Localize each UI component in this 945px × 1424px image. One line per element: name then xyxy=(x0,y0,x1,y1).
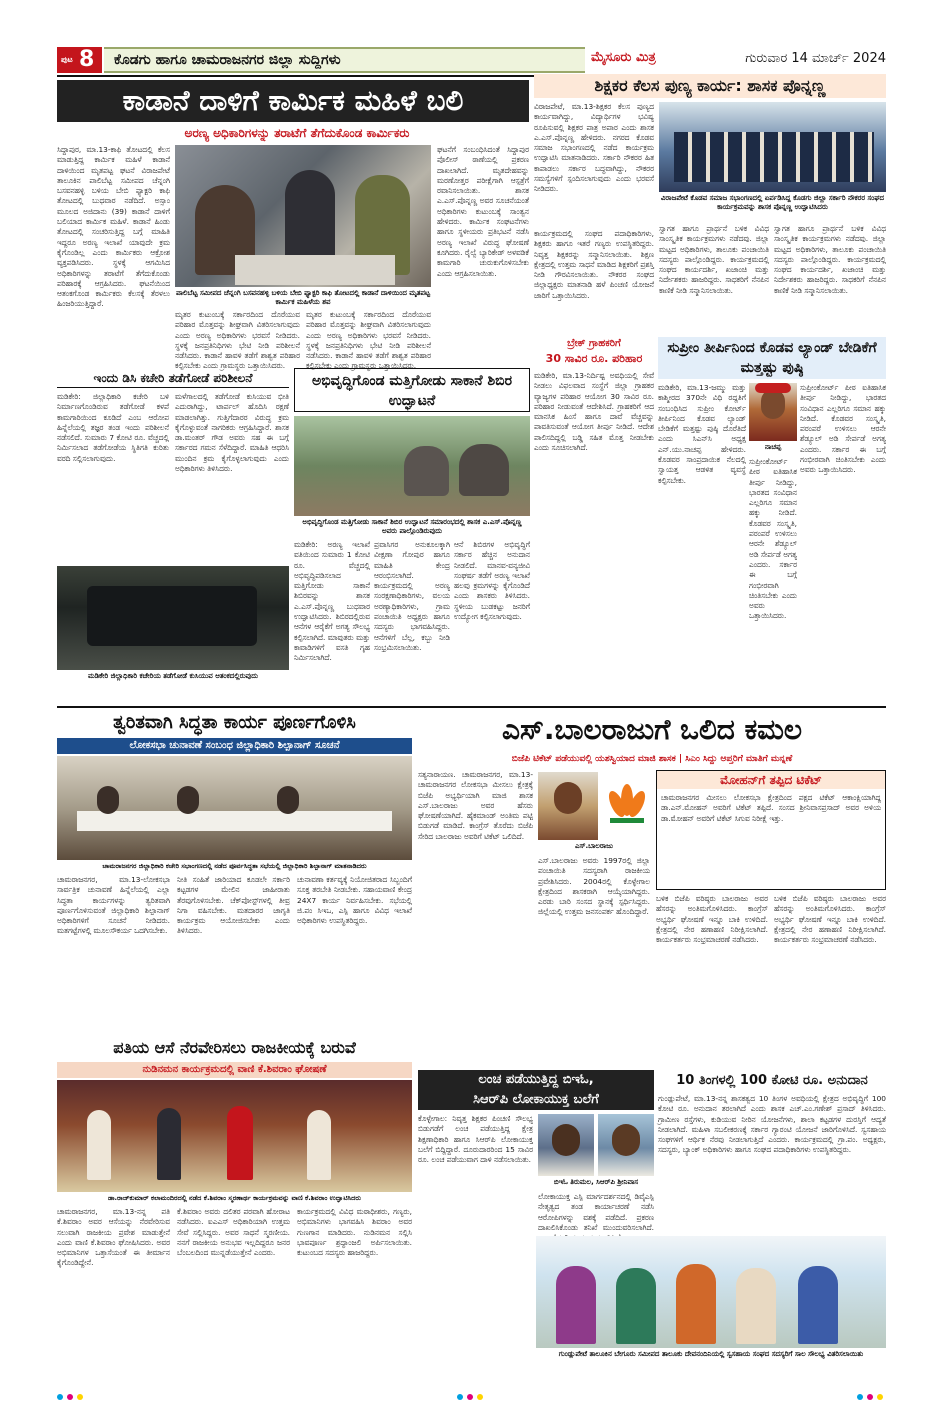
story-column: ಕೆ.ಶಿವರಾಂ ಅವರು ದಲಿತರ ಪರವಾಗಿ ಹೋರಾಟ ನಡೆಸಿದರು. ಐಎಎಸ್ ಅಧಿಕಾರಿಯಾಗಿ ಉತ್ತಮ ಸೇವೆ ಸಲ್ಲಿಸಿದ್ದರು. ಅವರ ಸಾಧನೆ ಸ್ಮರಣೀಯ. ನನಗೆ ರಾಜಕೀಯ ಅನುಭವ ಇಲ್ಲದಿದ್ದರೂ ಜನರ ಬೆಂಬಲದಿಂದ ಮುನ್ನಡೆಯುತ್ತೇನೆ ಎಂದರು. xyxy=(177,1207,290,1258)
story-elephant-camp xyxy=(294,368,530,688)
story-column: ಸುಪ್ರೀಂಕೋರ್ಟ್ ಪೀಠ ಐತಿಹಾಸಿಕ ತೀರ್ಪು ನೀಡಿದ್ದು, ಭಾರತದ ಸಂವಿಧಾನ ಎಲ್ಲರಿಗೂ ಸಮಾನ ಹಕ್ಕು ನೀಡಿದೆ. ಕೊಡವರ ಸಂಸ್ಕೃತಿ, ಪರಂಪರೆ ಉಳಿಸಲು ಆರನೇ ಶೆಡ್ಯೂಲ್ ಅಡಿ ಸೇರ್ಪಡೆ ಅಗತ್ಯ ಎಂದರು. ಸರ್ಕಾರ ಈ ಬಗ್ಗೆ ಗಂಭೀರವಾಗಿ ಚಿಂತಿಸಬೇಕು ಎಂದು ಅವರು ಒತ್ತಾಯಿಸಿದರು. xyxy=(749,457,797,621)
photo-caption: ಪಾಲಿಬೆಟ್ಟ ಸಮೀಪದ ಚೆನ್ನಂಗಿ ಬಸವನಹಳ್ಳಿ ಬಳಿಯ ಬೇಬಿ ಫ್ಯಾಕ್ಟರಿ ಕಾಫಿ ತೋಟದಲ್ಲಿ ಕಾಡಾನೆ ದಾಳಿಯಿಂದ ಮೃತಪಟ್ಟ ಕಾರ್ಮಿಕ ಮಹಿಳೆಯ ಶವ xyxy=(175,289,431,306)
story-photo xyxy=(57,566,289,670)
story-headline: ಲಂಚ ಪಡೆಯುತ್ತಿದ್ದ ಬಿಇಓ, xyxy=(418,1070,654,1090)
story-column: ಚುನಾವಣಾ ಕರ್ತವ್ಯಕ್ಕೆ ನಿಯೋಜಿತರಾದ ಸಿಬ್ಬಂದಿಗೆ ಸೂಕ್ತ ತರಬೇತಿ ನೀಡಬೇಕು. ಸಹಾಯವಾಣಿ ಕೇಂದ್ರ 24X7 ಕಾರ್ಯ ನಿರ್ವಹಿಸಬೇಕು. ಸಭೆಯಲ್ಲಿ ಜಿ.ಪಂ ಸಿಇಒ, ಎಸ್ಪಿ ಹಾಗೂ ವಿವಿಧ ಇಲಾಖೆ ಅಧಿಕಾರಿಗಳು ಉಪಸ್ಥಿತರಿದ್ದರು. xyxy=(297,875,412,926)
story-column: ಸುಪ್ರೀಂಕೋರ್ಟ್ ಪೀಠ ಐತಿಹಾಸಿಕ ತೀರ್ಪು ನೀಡಿದ್ದು, ಭಾರತದ ಸಂವಿಧಾನ ಎಲ್ಲರಿಗೂ ಸಮಾನ ಹಕ್ಕು ನೀಡಿದೆ. ಕೊಡವರ ಸಂಸ್ಕೃತಿ, ಪರಂಪರೆ ಉಳಿಸಲು ಆರನೇ ಶೆಡ್ಯೂಲ್ ಅಡಿ ಸೇರ್ಪಡೆ ಅಗತ್ಯ ಎಂದರು. ಸರ್ಕಾರ ಈ ಬಗ್ಗೆ ಗಂಭೀರವಾಗಿ ಚಿಂತಿಸಬೇಕು ಎಂದು ಅವರು ಒತ್ತಾಯಿಸಿದರು. xyxy=(800,383,886,475)
issue-date: ಗುರುವಾರ 14 ಮಾರ್ಚ್ 2024 xyxy=(745,51,886,66)
story-photo xyxy=(536,1236,886,1348)
story-column: ಬಳಿಕ ಬಿಜೆಪಿ ವರಿಷ್ಠರು ಬಾಲರಾಜು ಅವರ ಹೆಸರನ್ನು ಅಂತಿಮಗೊಳಿಸಿದರು. ಕಾಂಗ್ರೆಸ್ ಅಭ್ಯರ್ಥಿ ಘೋಷಣೆ ಇನ್ನೂ ಬಾಕಿ ಉಳಿದಿದೆ. ಕ್ಷೇತ್ರದಲ್ಲಿ ನೇರ ಹಣಾಹಣಿ ನಿರೀಕ್ಷಿಸಲಾಗಿದೆ. ಕಾರ್ಯಕರ್ತರು ಸಂಭ್ರಮಾಚರಣೆ ನಡೆಸಿದರು. xyxy=(774,894,886,945)
portrait-photo xyxy=(538,1114,594,1176)
story-subhead: ನುಡಿನಮನ ಕಾರ್ಯಕ್ರಮದಲ್ಲಿ ವಾಣಿ ಕೆ.ಶಿವರಾಂ ಘೋಷಣೆ xyxy=(57,1062,412,1078)
story-column: ಕಾರ್ಯಕ್ರಮದಲ್ಲಿ ಸಂಘದ ಪದಾಧಿಕಾರಿಗಳು, ಶಿಕ್ಷಕರು ಹಾಗೂ ಇತರೆ ಗಣ್ಯರು ಉಪಸ್ಥಿತರಿದ್ದರು. ನಿವೃತ್ತ ಶಿಕ್ಷಕರನ್ನು ಸನ್ಮಾನಿಸಲಾಯಿತು. ಶಿಕ್ಷಣ ಕ್ಷೇತ್ರದಲ್ಲಿ ಉತ್ತಮ ಸಾಧನೆ ಮಾಡಿದ ಶಿಕ್ಷಕರಿಗೆ ಪ್ರಶಸ್ತಿ ನೀಡಿ ಗೌರವಿಸಲಾಯಿತು. ನೌಕರರ ಸಂಘದ ಜಿಲ್ಲಾಧ್ಯಕ್ಷರು ಮಾತನಾಡಿ ಹಳೆ ಪಿಂಚಣಿ ಯೋಜನೆ ಜಾರಿಗೆ ಒತ್ತಾಯಿಸಿದರು. xyxy=(534,229,654,300)
story-vani-shivaram xyxy=(57,1036,412,1376)
story-column: ಮಳೆಗಾಲದಲ್ಲಿ ತಡೆಗೋಡೆ ಕುಸಿಯುವ ಭೀತಿ ಎದುರಾಗಿದ್ದು, ಟಾರ್ಪಲ್ ಹೊದಿಸಿ ರಕ್ಷಣೆ ಮಾಡಲಾಗಿತ್ತು. ಗುತ್ತಿಗೆದಾರರ ವಿರುದ್ಧ ಕ್ರಮ ಕೈಗೊಳ್ಳುವಂತೆ ನಾಗರಿಕರು ಆಗ್ರಹಿಸಿದ್ದಾರೆ. ಶಾಸಕ ಡಾ.ಮಂತರ್ ಗೌಡ ಅವರು ಸಹ ಈ ಬಗ್ಗೆ ಸರ್ಕಾರದ ಗಮನ ಸೆಳೆದಿದ್ದಾರೆ. ಮಾಹಿತಿ ಆಧರಿಸಿ ಮುಂದಿನ ಕ್ರಮ ಕೈಗೊಳ್ಳಲಾಗುವುದು ಎಂದು ಅಧಿಕಾರಿಗಳು ತಿಳಿಸಿದರು. xyxy=(175,392,289,474)
story-subhead: ಬಿಜೆಪಿ ಟಿಕೆಟ್ ಪಡೆಯುವಲ್ಲಿ ಯಶಸ್ವಿಯಾದ ಮಾಜಿ ಶಾಸಕ | ಸಿಎಂ ಸಿದ್ದು ಆಪ್ತರಿಗೆ ಮಾತಿಗೆ ಮನ್ನಣೆ xyxy=(511,754,793,764)
story-headline: ಸಿಆರ್‌ಪಿ ಲೋಕಾಯುಕ್ತ ಬಲೆಗೆ xyxy=(418,1090,654,1110)
story-kodava-land xyxy=(658,337,886,687)
story-headline: ಇಂದು ಡಿಸಿ ಕಚೇರಿ ತಡೆಗೋಡೆ ಪರಿಶೀಲನೆ xyxy=(57,368,289,388)
photo-caption: ಚಾಮರಾಜನಗರ ಜಿಲ್ಲಾಧಿಕಾರಿ ಕಚೇರಿ ಸಭಾಂಗಣದಲ್ಲಿ ನಡೆದ ಪೂರ್ವಸಿದ್ಧತಾ ಸಭೆಯಲ್ಲಿ ಜಿಲ್ಲಾಧಿಕಾರಿ ಶಿಲ್ಪಾನಾಗ್ ಮಾತನಾಡಿದರು xyxy=(102,862,367,870)
story-headline: 10 ತಿಂಗಳಲ್ಲಿ 100 ಕೋಟಿ ರೂ. ಅನುದಾನ xyxy=(676,1073,868,1088)
story-subhead: ಅರಣ್ಯ ಅಧಿಕಾರಿಗಳನ್ನು ತರಾಟೆಗೆ ತೆಗೆದುಕೊಂಡ ಕಾರ್ಮಿಕರು xyxy=(184,126,410,140)
story-headline: ಕಾಡಾನೆ ದಾಳಿಗೆ ಕಾರ್ಮಿಕ ಮಹಿಳೆ ಬಲಿ xyxy=(57,80,529,122)
story-column: ವಿರಾಜಪೇಟೆ, ಮಾ.13-ಶಿಕ್ಷಕರ ಕೆಲಸ ಪುಣ್ಯದ ಕಾರ್ಯವಾಗಿದ್ದು, ವಿದ್ಯಾರ್ಥಿಗಳ ಭವಿಷ್ಯ ರೂಪಿಸುವಲ್ಲಿ ಶಿಕ್ಷಕರ ಪಾತ್ರ ಅಪಾರ ಎಂದು ಶಾಸಕ ಎ.ಎಸ್.ಪೊನ್ನಣ್ಣ ಹೇಳಿದರು. ನಗರದ ಕೊಡವ ಸಮಾಜ ಸಭಾಂಗಣದಲ್ಲಿ ನಡೆದ ಕಾರ್ಯಕ್ರಮ ಉದ್ಘಾಟಿಸಿ ಮಾತನಾಡಿದರು. ಸರ್ಕಾರಿ ನೌಕರರ ಹಿತ ಕಾಪಾಡಲು ಸರ್ಕಾರ ಬದ್ಧವಾಗಿದ್ದು, ನೌಕರರ ಸಮಸ್ಯೆಗಳಿಗೆ ಸ್ಪಂದಿಸಲಾಗುವುದು ಎಂದು ಭರವಸೆ ನೀಡಿದರು. xyxy=(534,102,654,194)
story-elephant-attack xyxy=(57,80,529,371)
portrait-name: ನಾಚಪ್ಪ xyxy=(764,443,782,451)
sidebar-box xyxy=(656,770,886,890)
story-teachers xyxy=(534,74,886,334)
page-number: 8 xyxy=(79,47,95,72)
story-column: ಸ್ವಾಗತ ಹಾಗೂ ಪ್ರಾರ್ಥನೆ ಬಳಿಕ ವಿವಿಧ ಸಾಂಸ್ಕೃತಿಕ ಕಾರ್ಯಕ್ರಮಗಳು ನಡೆದವು. ಜಿಲ್ಲಾ ಮಟ್ಟದ ಅಧಿಕಾರಿಗಳು, ತಾಲೂಕು ಪಂಚಾಯಿತಿ ಸದಸ್ಯರು ಪಾಲ್ಗೊಂಡಿದ್ದರು. ಕಾರ್ಯಕ್ರಮದಲ್ಲಿ ಸಂಘದ ಕಾರ್ಯದರ್ಶಿ, ಖಜಾಂಚಿ ಮತ್ತು ನಿರ್ದೇಶಕರು ಹಾಜರಿದ್ದರು. ಸಾಧಕರಿಗೆ ನೆನಪಿನ ಕಾಣಿಕೆ ನೀಡಿ ಸನ್ಮಾನಿಸಲಾಯಿತು. xyxy=(659,224,769,295)
photo-caption: ಬಿಇಓ ತಿರುಮಲ, ಸಿಆರ್‌ಪಿ ಶ್ರೀನಿವಾಸ xyxy=(553,1178,639,1186)
story-headline: ಎಸ್.ಬಾಲರಾಜುಗೆ ಒಲಿದ ಕಮಲ xyxy=(502,713,802,746)
box-text: ಚಾಮರಾಜನಗರ ಮೀಸಲು ಲೋಕಸಭಾ ಕ್ಷೇತ್ರದಿಂದ ಪಕ್ಷದ ಟಿಕೆಟ್ ಆಕಾಂಕ್ಷಿಯಾಗಿದ್ದ ಡಾ.ಎನ್.ಮೋಹನ್ ಅವರಿಗೆ ಟಿಕೆಟ್ ತಪ್ಪಿದೆ. ಸಂಸದ ಶ್ರೀನಿವಾಸಪ್ರಸಾದ್ ಅವರ ಅಳಿಯ ಡಾ.ಮೋಹನ್ ಅವರಿಗೆ ಟಿಕೆಟ್ ಸಿಗುವ ನಿರೀಕ್ಷೆ ಇತ್ತು. xyxy=(661,793,881,823)
story-column: ಆನೆ ಶಿಬಿರಗಳ ಅಭಿವೃದ್ಧಿಗೆ ಸರ್ಕಾರ ಹೆಚ್ಚಿನ ಅನುದಾನ ನೀಡಲಿದೆ. ಮಾನವ-ವನ್ಯಜೀವಿ ಸಂಘರ್ಷ ತಡೆಗೆ ಅರಣ್ಯ ಇಲಾಖೆ ಹಲವು ಕ್ರಮಗಳನ್ನು ಕೈಗೊಂಡಿದೆ ಎಂದು ಶಾಸಕರು ತಿಳಿಸಿದರು. ಸ್ಥಳೀಯ ಬುಡಕಟ್ಟು ಜನರಿಗೆ ಉದ್ಯೋಗ ಕಲ್ಪಿಸಲಾಗುವುದು. xyxy=(454,540,530,622)
story-photo xyxy=(57,756,412,860)
photo-caption: ಮಡಿಕೇರಿ ಜಿಲ್ಲಾಧಿಕಾರಿ ಕಚೇರಿಯ ತಡೆಗೋಡೆ ಕುಸಿಯುವ ಆತಂಕದಲ್ಲಿರುವುದು xyxy=(87,672,259,680)
story-column: ಸತ್ಯನಾರಾಯಣ. ಚಾಮರಾಜನಗರ, ಮಾ.13-ಚಾಮರಾಜನಗರ ಲೋಕಸಭಾ ಮೀಸಲು ಕ್ಷೇತ್ರಕ್ಕೆ ಬಿಜೆಪಿ ಅಭ್ಯರ್ಥಿಯಾಗಿ ಮಾಜಿ ಶಾಸಕ ಎಸ್.ಬಾಲರಾಜು ಅವರ ಹೆಸರು ಘೋಷಣೆಯಾಗಿದೆ. ಹೈಕಮಾಂಡ್ ಅಂತಿಮ ಪಟ್ಟಿ ಬಿಡುಗಡೆ ಮಾಡಿದೆ. ಕಾಂಗ್ರೆಸ್ ತೊರೆದು ಬಿಜೆಪಿ ಸೇರಿದ ಬಾಲರಾಜು ಅವರಿಗೆ ಟಿಕೆಟ್ ಒಲಿದಿದೆ. xyxy=(418,770,533,841)
box-title: ಮೋಹನ್‌ಗೆ ತಪ್ಪಿದ ಟಿಕೆಟ್ xyxy=(657,771,885,789)
story-headline: ಶಿಕ್ಷಕರ ಕೆಲಸ ಪುಣ್ಯ ಕಾರ್ಯ: ಶಾಸಕ ಪೊನ್ನಣ್ಣ xyxy=(534,74,886,98)
section-divider xyxy=(57,706,886,708)
story-subhead: ಲೋಕಸಭಾ ಚುನಾವಣೆ ಸಂಬಂಧ ಜಿಲ್ಲಾಧಿಕಾರಿ ಶಿಲ್ಪಾನಾಗ್ ಸೂಚನೆ xyxy=(57,738,412,754)
portrait-photo xyxy=(749,383,797,441)
story-column: ಮೃತರ ಕುಟುಂಬಕ್ಕೆ ಸರ್ಕಾರದಿಂದ ದೊರೆಯುವ ಪರಿಹಾರ ಮೊತ್ತವನ್ನು ಶೀಘ್ರವಾಗಿ ವಿತರಿಸಲಾಗುವುದು ಎಂದು ಅರಣ್ಯ ಅಧಿಕಾರಿಗಳು ಭರವಸೆ ನೀಡಿದರು. ಸ್ಥಳಕ್ಕೆ ಜನಪ್ರತಿನಿಧಿಗಳು ಭೇಟಿ ನೀಡಿ ಪರಿಶೀಲನೆ ನಡೆಸಿದರು. ಕಾಡಾನೆ ಹಾವಳಿ ತಡೆಗೆ ಶಾಶ್ವತ ಪರಿಹಾರ ಕಲ್ಪಿಸಬೇಕು ಎಂದು ಗ್ರಾಮಸ್ಥರು ಒತ್ತಾಯಿಸಿದರು. xyxy=(306,310,431,371)
masthead xyxy=(57,47,886,73)
story-column: ಸಿದ್ದಾಪುರ, ಮಾ.13-ಕಾಫಿ ತೋಟದಲ್ಲಿ ಕೆಲಸ ಮಾಡುತ್ತಿದ್ದ ಕಾರ್ಮಿಕ ಮಹಿಳೆ ಕಾಡಾನೆ ದಾಳಿಯಿಂದ ಮೃತಪಟ್ಟ ಘಟನೆ ವಿರಾಜಪೇಟೆ ತಾಲೂಕಿನ ಪಾಲಿಬೆಟ್ಟ ಸಮೀಪದ ಚೆನ್ನಂಗಿ ಬಸವನಹಳ್ಳಿ ಬಳಿಯ ಬೇಬಿ ಫ್ಯಾಕ್ಟರಿ ಕಾಫಿ ತೋಟದಲ್ಲಿ ಬುಧವಾರ ನಡೆದಿದೆ. ಅಸ್ಸಾಂ ಮೂಲದ ಅಜಿದಾನು (39) ಕಾಡಾನೆ ದಾಳಿಗೆ ಬಲಿಯಾದ ಕಾರ್ಮಿಕ ಮಹಿಳೆ. ಕಾಡಾನೆ ಹಿಂಡು ತೋಟದಲ್ಲಿ ಸಂಚರಿಸುತ್ತಿದ್ದ ಬಗ್ಗೆ ಮಾಹಿತಿ ಇದ್ದರೂ ಅರಣ್ಯ ಇಲಾಖೆ ಯಾವುದೇ ಕ್ರಮ ಕೈಗೊಂಡಿಲ್ಲ ಎಂದು ಕಾರ್ಮಿಕರು ಆಕ್ರೋಶ ವ್ಯಕ್ತಪಡಿಸಿದರು. ಸ್ಥಳಕ್ಕೆ ಆಗಮಿಸಿದ ಅಧಿಕಾರಿಗಳನ್ನು ತರಾಟೆಗೆ ತೆಗೆದುಕೊಂಡು ಪರಿಹಾರಕ್ಕೆ ಆಗ್ರಹಿಸಿದರು. ಘಟನೆಯಿಂದ ಆತಂಕಗೊಂಡ ಕಾರ್ಮಿಕರು ಕೆಲಸಕ್ಕೆ ತೆರಳಲು ಹಿಂಜರಿಯುತ್ತಿದ್ದಾರೆ. xyxy=(57,145,170,309)
story-headline: ತ್ವರಿತವಾಗಿ ಸಿದ್ಧತಾ ಕಾರ್ಯ ಪೂರ್ಣಗೊಳಿಸಿ xyxy=(113,712,356,733)
story-column: ಚಾಮರಾಜನಗರ, ಮಾ.13-ನನ್ನ ಪತಿ ಕೆ.ಶಿವರಾಂ ಅವರ ಆಸೆಯನ್ನು ನೆರವೇರಿಸುವ ಸಲುವಾಗಿ ರಾಜಕೀಯ ಪ್ರವೇಶ ಮಾಡುತ್ತೇನೆ ಎಂದು ವಾಣಿ ಕೆ.ಶಿವರಾಂ ಘೋಷಿಸಿದರು. ಅವರ ಅಭಿಮಾನಿಗಳ ಒತ್ತಾಸೆಯಂತೆ ಈ ತೀರ್ಮಾನ ಕೈಗೊಂಡಿದ್ದೇನೆ. xyxy=(57,1207,170,1268)
story-headline: ಸುಪ್ರೀಂ ತೀರ್ಪಿನಿಂದ ಕೊಡವ ಲ್ಯಾಂಡ್ ಬೇಡಿಕೆಗೆ ಮತ್ತಷ್ಟು ಪುಷ್ಠಿ xyxy=(658,337,886,379)
story-column: ಲೋಕಾಯುಕ್ತ ಎಸ್ಪಿ ಮಾರ್ಗದರ್ಶನದಲ್ಲಿ ಡಿವೈಎಸ್ಪಿ ನೇತೃತ್ವದ ತಂಡ ಕಾರ್ಯಾಚರಣೆ ನಡೆಸಿ ಆರೋಪಿಗಳನ್ನು ವಶಕ್ಕೆ ಪಡೆದಿದೆ. ಪ್ರಕರಣ ದಾಖಲಿಸಿಕೊಂಡು ತನಿಖೆ ಮುಂದುವರಿಸಲಾಗಿದೆ. xyxy=(538,1192,654,1232)
story-column: ಚಾಮರಾಜನಗರ, ಮಾ.13-ಲೋಕಸಭಾ ಸಾರ್ವತ್ರಿಕ ಚುನಾವಣೆ ಹಿನ್ನೆಲೆಯಲ್ಲಿ ಎಲ್ಲಾ ಸಿದ್ಧತಾ ಕಾರ್ಯಗಳನ್ನು ತ್ವರಿತವಾಗಿ ಪೂರ್ಣಗೊಳಿಸುವಂತೆ ಜಿಲ್ಲಾಧಿಕಾರಿ ಶಿಲ್ಪಾನಾಗ್ ಅಧಿಕಾರಿಗಳಿಗೆ ಸೂಚನೆ ನೀಡಿದರು. ಮತಗಟ್ಟೆಗಳಲ್ಲಿ ಮೂಲಸೌಕರ್ಯ ಒದಗಿಸಬೇಕು. xyxy=(57,875,170,936)
story-photo xyxy=(294,416,530,516)
story-column: ಕಾರ್ಯಕ್ರಮದಲ್ಲಿ ವಿವಿಧ ಮಠಾಧೀಶರು, ಗಣ್ಯರು, ಅಭಿಮಾನಿಗಳು ಭಾಗವಹಿಸಿ ಶಿವರಾಂ ಅವರ ಗುಣಗಾನ ಮಾಡಿದರು. ನುಡಿನಮನ ಸಲ್ಲಿಸಿ ಭಾವಪೂರ್ಣ ಶ್ರದ್ಧಾಂಜಲಿ ಅರ್ಪಿಸಲಾಯಿತು. ಕುಟುಂಬದ ಸದಸ್ಯರು ಹಾಜರಿದ್ದರು. xyxy=(297,1207,412,1258)
story-column: ನೀತಿ ಸಂಹಿತೆ ಜಾರಿಯಾದ ಕೂಡಲೇ ಸರ್ಕಾರಿ ಕಟ್ಟಡಗಳ ಮೇಲಿನ ಜಾಹೀರಾತು ತೆರವುಗೊಳಿಸಬೇಕು. ಚೆಕ್‌ಪೋಸ್ಟ್‌ಗಳಲ್ಲಿ ತೀವ್ರ ನಿಗಾ ವಹಿಸಬೇಕು. ಮತದಾರರ ಜಾಗೃತಿ ಕಾರ್ಯಕ್ರಮ ಆಯೋಜಿಸಬೇಕು ಎಂದು ತಿಳಿಸಿದರು. xyxy=(177,875,290,936)
photo-caption: ವಿರಾಜಪೇಟೆ ಕೊಡವ ಸಮಾಜ ಸಭಾಂಗಣದಲ್ಲಿ ಏರ್ಪಡಿಸಿದ್ದ ಕೊಡಗು ಜಿಲ್ಲಾ ಸರ್ಕಾರಿ ನೌಕರರ ಸಂಘದ ಕಾರ್ಯಕ್ರಮವನ್ನು ಶಾಸಕ ಪೊನ್ನಣ್ಣ ಉದ್ಘಾಟಿಸಿದರು xyxy=(660,194,885,211)
brief-headline: 30 ಸಾವಿರ ರೂ. ಪರಿಹಾರ xyxy=(545,352,643,365)
section-title: ಕೊಡಗು ಹಾಗೂ ಚಾಮರಾಜನಗರ ಜಿಲ್ಲಾ ಸುದ್ದಿಗಳು xyxy=(114,52,341,68)
page-number-box xyxy=(57,47,102,73)
story-photo xyxy=(57,1080,412,1192)
portrait-photo xyxy=(538,772,598,840)
story-consumer-brief xyxy=(534,337,654,582)
story-column: ಘಟನೆಗೆ ಸಂಬಂಧಿಸಿದಂತೆ ಸಿದ್ದಾಪುರ ಪೊಲೀಸ್ ಠಾಣೆಯಲ್ಲಿ ಪ್ರಕರಣ ದಾಖಲಾಗಿದೆ. ಮೃತದೇಹವನ್ನು ಮರಣೋತ್ತರ ಪರೀಕ್ಷೆಗಾಗಿ ಆಸ್ಪತ್ರೆಗೆ ರವಾನಿಸಲಾಯಿತು. ಶಾಸಕ ಎ.ಎಸ್.ಪೊನ್ನಣ್ಣ ಅವರ ಸೂಚನೆಯಂತೆ ಅಧಿಕಾರಿಗಳು ಕುಟುಂಬಕ್ಕೆ ಸಾಂತ್ವನ ಹೇಳಿದರು. ಕಾರ್ಮಿಕ ಸಂಘಟನೆಗಳು ಹಾಗೂ ಸ್ಥಳೀಯರು ಪ್ರತಿಭಟನೆ ನಡೆಸಿ ಅರಣ್ಯ ಇಲಾಖೆ ವಿರುದ್ಧ ಘೋಷಣೆ ಕೂಗಿದರು. ರೈಲ್ವೆ ಬ್ಯಾರಿಕೇಡ್ ಅಳವಡಿಕೆ ಕಾಮಗಾರಿ ಚುರುಕುಗೊಳಿಸಬೇಕು ಎಂದು ಆಗ್ರಹಿಸಲಾಯಿತು. xyxy=(437,145,529,278)
brief-kicker: ಬ್ರೇಕ್ ಗ್ರಾಹಕರಿಗೆ xyxy=(567,338,621,349)
portrait-photo xyxy=(598,1114,654,1176)
portrait-name: ಎಸ್.ಬಾಲರಾಜು xyxy=(574,842,614,850)
lotus-logo xyxy=(604,774,650,836)
story-column: ಮಡಿಕೇರಿ: ಅರಣ್ಯ ಇಲಾಖೆ ವತಿಯಿಂದ ಸುಮಾರು 1 ಕೋಟಿ ರೂ. ವೆಚ್ಚದಲ್ಲಿ ಅಭಿವೃದ್ಧಿಪಡಿಸಲಾದ ಮತ್ತಿಗೋಡು ಸಾಕಾನೆ ಶಿಬಿರವನ್ನು ಶಾಸಕ ಎ.ಎಸ್.ಪೊನ್ನಣ್ಣ ಬುಧವಾರ ಉದ್ಘಾಟಿಸಿದರು. ಶಿಬಿರದಲ್ಲಿರುವ ಆನೆಗಳ ಆರೈಕೆಗೆ ಅಗತ್ಯ ಸೌಲಭ್ಯ ಕಲ್ಪಿಸಲಾಗಿದೆ. ಮಾವುತರು ಮತ್ತು ಕಾವಾಡಿಗಳಿಗೆ ವಸತಿ ಗೃಹ ನಿರ್ಮಿಸಲಾಗಿದೆ. xyxy=(294,540,370,663)
story-headline: ಪತಿಯ ಆಸೆ ನೆರವೇರಿಸಲು ರಾಜಕೀಯಕ್ಕೆ ಬರುವೆ xyxy=(113,1038,356,1057)
story-photo xyxy=(175,145,431,287)
print-registration-marks xyxy=(57,1394,886,1402)
paper-name: ಮೈಸೂರು ಮಿತ್ರ xyxy=(591,50,656,65)
story-column: ಎಸ್.ಬಾಲರಾಜು ಅವರು 1997ರಲ್ಲಿ ಜಿಲ್ಲಾ ಪಂಚಾಯಿತಿ ಸದಸ್ಯರಾಗಿ ರಾಜಕೀಯ ಪ್ರವೇಶಿಸಿದರು. 2004ರಲ್ಲಿ ಕೊಳ್ಳೇಗಾಲ ಕ್ಷೇತ್ರದಿಂದ ಶಾಸಕರಾಗಿ ಆಯ್ಕೆಯಾಗಿದ್ದರು. ಎರಡು ಬಾರಿ ಸಂಸದ ಸ್ಥಾನಕ್ಕೆ ಸ್ಪರ್ಧಿಸಿದ್ದರು. ಜಿಲ್ಲೆಯಲ್ಲಿ ಉತ್ತಮ ಜನಸಂಪರ್ಕ ಹೊಂದಿದ್ದಾರೆ. xyxy=(538,856,650,917)
photo-caption: ಅಭಿವೃದ್ಧಿಗೊಂಡ ಮತ್ತಿಗೋಡು ಸಾಕಾನೆ ಶಿಬಿರ ಉದ್ಘಾಟನೆ ಸಮಾರಂಭದಲ್ಲಿ ಶಾಸಕ ಎ.ಎಸ್.ಪೊನ್ನಣ್ಣ ಅವರು ಪಾಲ್ಗೊಂಡಿರುವುದು xyxy=(302,518,522,535)
page-label: ಪುಟ xyxy=(61,55,73,64)
photo-caption: ಗುಂಡ್ಲುಪೇಟೆ ತಾಲೂಕಿನ ಬೇಗೂರು ಸಮೀಪದ ತಾಲೂಕು ದೇವನಂದಿನಿಯಲ್ಲಿ ಸ್ವಸಹಾಯ ಸಂಘದ ಸದಸ್ಯರಿಗೆ ಸಾಲ ಸೌಲಭ್ಯ ವಿತರಿಸಲಾಯಿತು xyxy=(558,1350,864,1358)
brief-text: ಮಡಿಕೇರಿ, ಮಾ.13-ನಿರ್ದಿಷ್ಟ ಅವಧಿಯಲ್ಲಿ ಸೇವೆ ನೀಡಲು ವಿಫಲವಾದ ಸಂಸ್ಥೆಗೆ ಜಿಲ್ಲಾ ಗ್ರಾಹಕರ ವ್ಯಾಜ್ಯಗಳ ಪರಿಹಾರ ಆಯೋಗ 30 ಸಾವಿರ ರೂ. ಪರಿಹಾರ ನೀಡುವಂತೆ ಆದೇಶಿಸಿದೆ. ಗ್ರಾಹಕರಿಗೆ ಆದ ಮಾನಸಿಕ ಹಿಂಸೆ ಹಾಗೂ ದಾವೆ ವೆಚ್ಚವನ್ನು ಪಾವತಿಸುವಂತೆ ಆಯೋಗ ತೀರ್ಪು ನೀಡಿದೆ. ಆದೇಶ ಪಾಲಿಸದಿದ್ದಲ್ಲಿ ಬಡ್ಡಿ ಸಹಿತ ಮೊತ್ತ ನೀಡಬೇಕು ಎಂದು ಸೂಚಿಸಲಾಗಿದೆ. xyxy=(534,371,654,453)
story-balaraju xyxy=(418,710,886,1070)
story-column: ಕೊಳ್ಳೇಗಾಲ: ನಿವೃತ್ತ ಶಿಕ್ಷಕರ ಪಿಂಚಣಿ ಸೌಲಭ್ಯ ಬಿಡುಗಡೆಗೆ ಲಂಚ ಪಡೆಯುತ್ತಿದ್ದ ಕ್ಷೇತ್ರ ಶಿಕ್ಷಣಾಧಿಕಾರಿ ಹಾಗೂ ಸಿಆರ್‌ಪಿ ಲೋಕಾಯುಕ್ತ ಬಲೆಗೆ ಬಿದ್ದಿದ್ದಾರೆ. ದೂರುದಾರರಿಂದ 15 ಸಾವಿರ ರೂ. ಲಂಚ ಪಡೆಯುವಾಗ ದಾಳಿ ನಡೆಸಲಾಯಿತು. xyxy=(418,1114,533,1165)
story-column: ಮಡಿಕೇರಿ, ಮಾ.13-ಜಮ್ಮು ಮತ್ತು ಕಾಶ್ಮೀರದ 370ನೇ ವಿಧಿ ರದ್ದತಿಗೆ ಸಂಬಂಧಿಸಿದ ಸುಪ್ರೀಂ ಕೋರ್ಟ್ ತೀರ್ಪಿನಿಂದ ಕೊಡವ ಲ್ಯಾಂಡ್ ಬೇಡಿಕೆಗೆ ಮತ್ತಷ್ಟು ಪುಷ್ಠಿ ದೊರೆತಿದೆ ಎಂದು ಸಿಎನ್‌ಸಿ ಅಧ್ಯಕ್ಷ ಎನ್.ಯು.ನಾಚಪ್ಪ ಹೇಳಿದರು. ಕೊಡವರ ಸಾಂಪ್ರದಾಯಿಕ ನೆಲದಲ್ಲಿ ಸ್ವಾಯತ್ತ ಆಡಳಿತ ವ್ಯವಸ್ಥೆ ಕಲ್ಪಿಸಬೇಕು. xyxy=(658,383,746,485)
story-election-prep xyxy=(57,710,412,1020)
story-column: ಬಳಿಕ ಬಿಜೆಪಿ ವರಿಷ್ಠರು ಬಾಲರಾಜು ಅವರ ಹೆಸರನ್ನು ಅಂತಿಮಗೊಳಿಸಿದರು. ಕಾಂಗ್ರೆಸ್ ಅಭ್ಯರ್ಥಿ ಘೋಷಣೆ ಇನ್ನೂ ಬಾಕಿ ಉಳಿದಿದೆ. ಕ್ಷೇತ್ರದಲ್ಲಿ ನೇರ ಹಣಾಹಣಿ ನಿರೀಕ್ಷಿಸಲಾಗಿದೆ. ಕಾರ್ಯಕರ್ತರು ಸಂಭ್ರಮಾಚರಣೆ ನಡೆಸಿದರು. xyxy=(656,894,768,945)
section-banner xyxy=(104,47,585,73)
story-column: ಮಡಿಕೇರಿ: ಜಿಲ್ಲಾಧಿಕಾರಿ ಕಚೇರಿ ಬಳಿ ನಿರ್ಮಾಣಗೊಂಡಿರುವ ತಡೆಗೋಡೆ ಕಳಪೆ ಕಾಮಗಾರಿಯಿಂದ ಕೂಡಿದೆ ಎಂಬ ಆರೋಪ ಹಿನ್ನೆಲೆಯಲ್ಲಿ ತಜ್ಞರ ತಂಡ ಇಂದು ಪರಿಶೀಲನೆ ನಡೆಸಲಿದೆ. ಸುಮಾರು 7 ಕೋಟಿ ರೂ. ವೆಚ್ಚದಲ್ಲಿ ನಿರ್ಮಿಸಲಾದ ತಡೆಗೋಡೆಯ ಸ್ಥಿತಿಗತಿ ಕುರಿತು ವರದಿ ಸಲ್ಲಿಸಲಾಗುವುದು. xyxy=(57,392,169,463)
story-column: ಸ್ವಾಗತ ಹಾಗೂ ಪ್ರಾರ್ಥನೆ ಬಳಿಕ ವಿವಿಧ ಸಾಂಸ್ಕೃತಿಕ ಕಾರ್ಯಕ್ರಮಗಳು ನಡೆದವು. ಜಿಲ್ಲಾ ಮಟ್ಟದ ಅಧಿಕಾರಿಗಳು, ತಾಲೂಕು ಪಂಚಾಯಿತಿ ಸದಸ್ಯರು ಪಾಲ್ಗೊಂಡಿದ್ದರು. ಕಾರ್ಯಕ್ರಮದಲ್ಲಿ ಸಂಘದ ಕಾರ್ಯದರ್ಶಿ, ಖಜಾಂಚಿ ಮತ್ತು ನಿರ್ದೇಶಕರು ಹಾಜರಿದ್ದರು. ಸಾಧಕರಿಗೆ ನೆನಪಿನ ಕಾಣಿಕೆ ನೀಡಿ ಸನ್ಮಾನಿಸಲಾಯಿತು. xyxy=(774,224,886,295)
photo-caption: ಡಾ.ರಾಜ್‌ಕುಮಾರ್ ಕಲಾಮಂದಿರದಲ್ಲಿ ನಡೆದ ಕೆ.ಶಿವರಾಂ ಸ್ಮರಣಾರ್ಥ ಕಾರ್ಯಕ್ರಮವನ್ನು ವಾಣಿ ಕೆ.ಶಿವರಾಂ ಉದ್ಘಾಟಿಸಿದರು xyxy=(108,1194,361,1202)
story-column: ಮೃತರ ಕುಟುಂಬಕ್ಕೆ ಸರ್ಕಾರದಿಂದ ದೊರೆಯುವ ಪರಿಹಾರ ಮೊತ್ತವನ್ನು ಶೀಘ್ರವಾಗಿ ವಿತರಿಸಲಾಗುವುದು ಎಂದು ಅರಣ್ಯ ಅಧಿಕಾರಿಗಳು ಭರವಸೆ ನೀಡಿದರು. ಸ್ಥಳಕ್ಕೆ ಜನಪ್ರತಿನಿಧಿಗಳು ಭೇಟಿ ನೀಡಿ ಪರಿಶೀಲನೆ ನಡೆಸಿದರು. ಕಾಡಾನೆ ಹಾವಳಿ ತಡೆಗೆ ಶಾಶ್ವತ ಪರಿಹಾರ ಕಲ್ಪಿಸಬೇಕು ಎಂದು ಗ್ರಾಮಸ್ಥರು ಒತ್ತಾಯಿಸಿದರು. xyxy=(175,310,300,371)
story-photo xyxy=(659,102,886,192)
story-headline: ಅಭಿವೃದ್ಧಿಗೊಂಡ ಮತ್ತಿಗೋಡು ಸಾಕಾನೆ ಶಿಬಿರ ಉದ್ಘಾಟನೆ xyxy=(294,368,530,412)
story-dc-wall xyxy=(57,368,289,688)
story-column: ಪ್ರವಾಸಿಗರ ಅನುಕೂಲಕ್ಕಾಗಿ ವೀಕ್ಷಣಾ ಗೋಪುರ ಹಾಗೂ ಮಾಹಿತಿ ಕೇಂದ್ರ ಆರಂಭಿಸಲಾಗಿದೆ. ಕಾರ್ಯಕ್ರಮದಲ್ಲಿ ಅರಣ್ಯ ಸಂರಕ್ಷಣಾಧಿಕಾರಿಗಳು, ವಲಯ ಅರಣ್ಯಾಧಿಕಾರಿಗಳು, ಗ್ರಾಮ ಪಂಚಾಯಿತಿ ಅಧ್ಯಕ್ಷರು ಹಾಗೂ ಸದಸ್ಯರು ಭಾಗವಹಿಸಿದ್ದರು. ಆನೆಗಳಿಗೆ ಬೆಲ್ಲ, ಕಬ್ಬು ನೀಡಿ ಸಂಭ್ರಮಿಸಲಾಯಿತು. xyxy=(374,540,450,652)
story-text: ಗುಂಡ್ಲುಪೇಟೆ, ಮಾ.13-ನನ್ನ ಶಾಸಕತ್ವದ 10 ತಿಂಗಳ ಅವಧಿಯಲ್ಲಿ ಕ್ಷೇತ್ರದ ಅಭಿವೃದ್ಧಿಗೆ 100 ಕೋಟಿ ರೂ. ಅನುದಾನ ತರಲಾಗಿದೆ ಎಂದು ಶಾಸಕ ಎಚ್.ಎಂ.ಗಣೇಶ್ ಪ್ರಸಾದ್ ತಿಳಿಸಿದರು. ಗ್ರಾಮೀಣ ರಸ್ತೆಗಳು, ಕುಡಿಯುವ ನೀರಿನ ಯೋಜನೆಗಳು, ಶಾಲಾ ಕಟ್ಟಡಗಳ ದುರಸ್ತಿಗೆ ಆದ್ಯತೆ ನೀಡಲಾಗಿದೆ. ಮಹಿಳಾ ಸಬಲೀಕರಣಕ್ಕೆ ಸರ್ಕಾರ ಗ್ಯಾರಂಟಿ ಯೋಜನೆ ಜಾರಿಗೊಳಿಸಿದೆ. ಸ್ವಸಹಾಯ ಸಂಘಗಳಿಗೆ ಆರ್ಥಿಕ ನೆರವು ನೀಡಲಾಗುತ್ತಿದೆ ಎಂದರು. ಕಾರ್ಯಕ್ರಮದಲ್ಲಿ ಗ್ರಾ.ಪಂ. ಅಧ್ಯಕ್ಷರು, ಸದಸ್ಯರು, ಬ್ಯಾಂಕ್ ಅಧಿಕಾರಿಗಳು ಹಾಗೂ ಸಂಘದ ಪದಾಧಿಕಾರಿಗಳು ಉಪಸ್ಥಿತರಿದ್ದರು. xyxy=(658,1094,886,1155)
